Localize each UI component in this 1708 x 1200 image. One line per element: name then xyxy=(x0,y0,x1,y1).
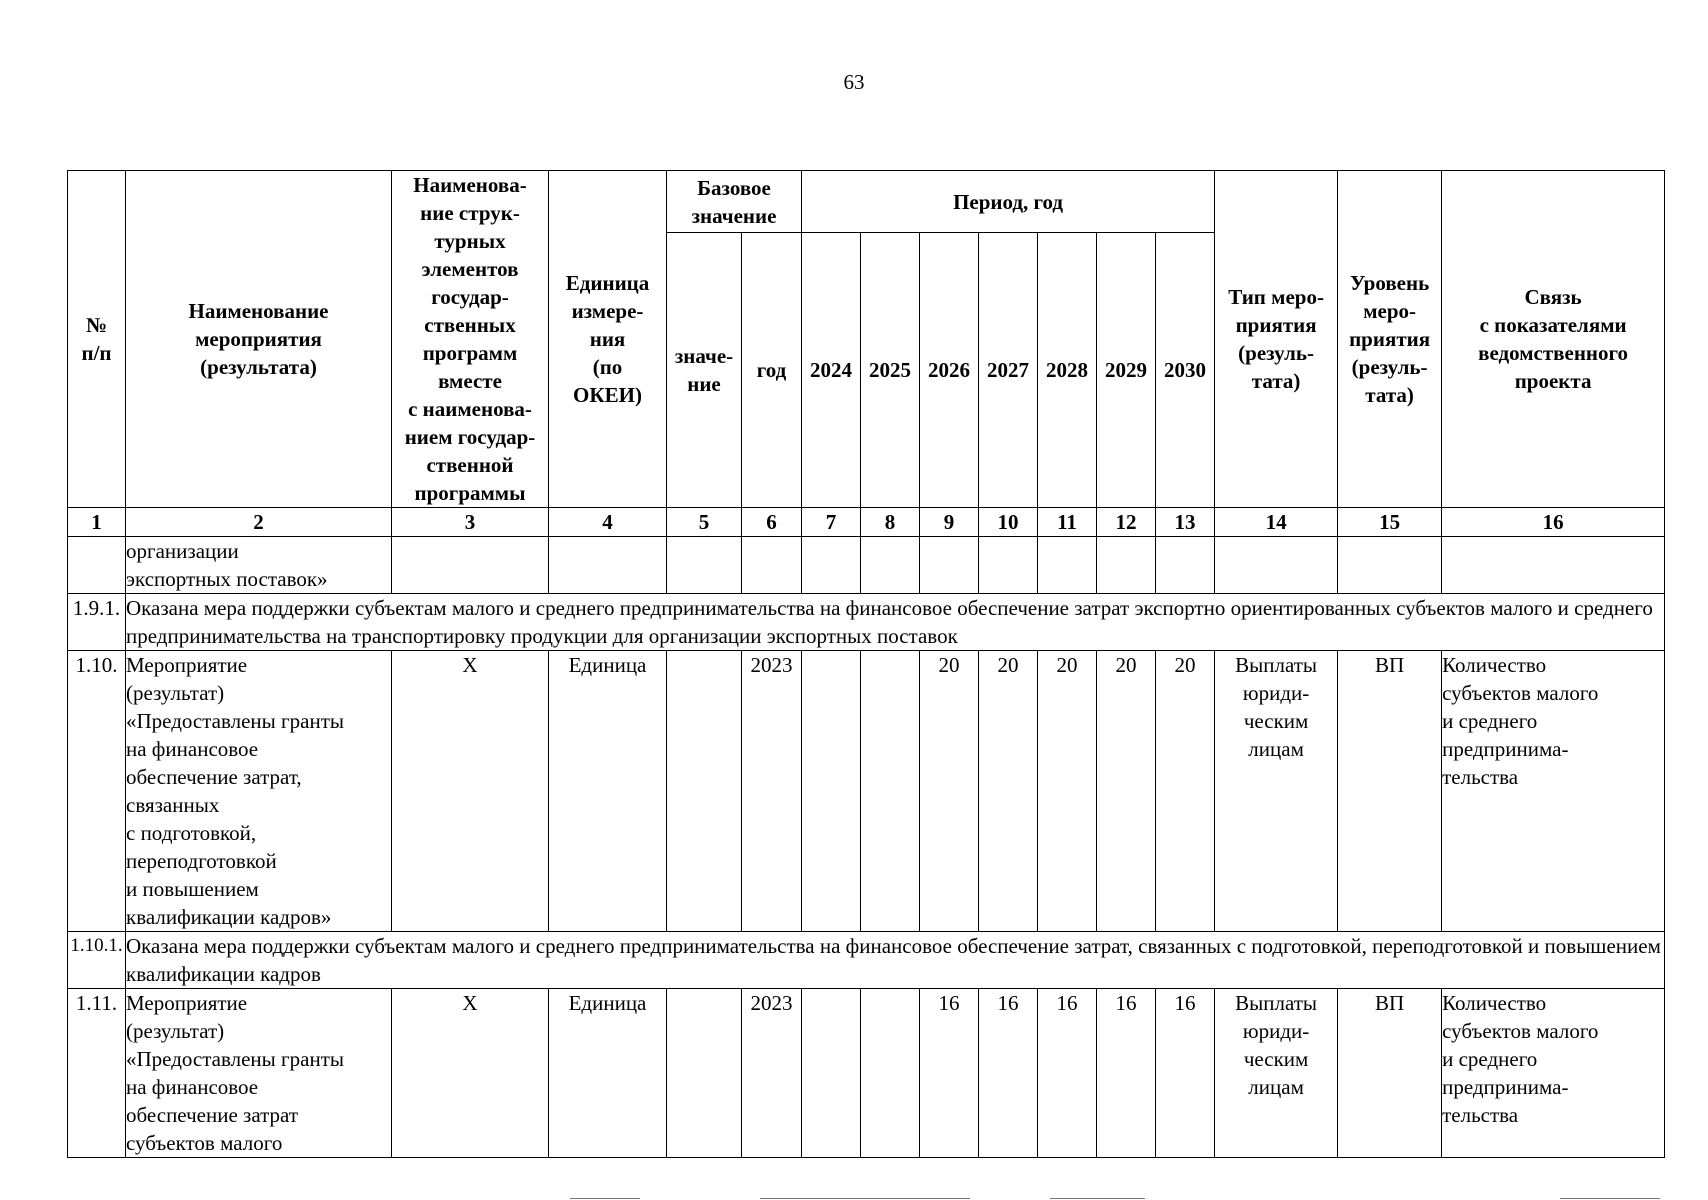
cell-y2030: 20 xyxy=(1156,651,1215,932)
header-name: Наименование мероприятия (результата) xyxy=(126,171,392,508)
cell-name: Мероприятие (результат) «Предоставлены гранты на финансовое обеспечение затрат, связанных с подготовкой, переподготовкой и повышением квалификации кадров» xyxy=(126,651,392,932)
cell-base-year: 2023 xyxy=(742,651,802,932)
column-numbers-row xyxy=(68,508,1665,537)
cell-type: Выплаты юриди- ческим лицам xyxy=(1215,651,1338,932)
cell-empty xyxy=(1215,537,1338,594)
column-number: 7 xyxy=(802,508,861,537)
header-unit: Единица измере- ния (по ОКЕИ) xyxy=(549,171,667,508)
header-year-2030: 2030 xyxy=(1156,233,1215,508)
cell-result-text: Оказана мера поддержки субъектам малого и среднего предпринимательства на финансовое обеспечение затрат, связанных с подготовкой, переподготовкой и повышением квалификации кадров xyxy=(126,932,1665,989)
column-number: 2 xyxy=(126,508,392,537)
column-number: 6 xyxy=(742,508,802,537)
cell-y2024 xyxy=(802,651,861,932)
cell-link: Количество субъектов малого и среднего предпринима- тельства xyxy=(1442,989,1665,1158)
cell-empty xyxy=(1038,537,1097,594)
header-base: Базовое значение xyxy=(667,171,802,233)
scan-mark xyxy=(1560,1198,1660,1199)
cell-result-text: Оказана мера поддержки субъектам малого и среднего предпринимательства на финансовое обеспечение затрат экспортно ориентированных субъектов малого и среднего предпринимательства на транспортировку продукции для организации экспортных поставок xyxy=(126,594,1665,651)
column-number: 13 xyxy=(1156,508,1215,537)
cell-y2027: 16 xyxy=(979,989,1038,1158)
cell-empty xyxy=(1156,537,1215,594)
table-row-continuation xyxy=(68,537,1665,594)
header-period: Период, год xyxy=(802,171,1215,233)
cell-empty xyxy=(742,537,802,594)
cell-unit: Единица xyxy=(549,989,667,1158)
header-year-2026: 2026 xyxy=(920,233,979,508)
header-year-2027: 2027 xyxy=(979,233,1038,508)
cell-y2027: 20 xyxy=(979,651,1038,932)
cell-name: Мероприятие (результат) «Предоставлены гранты на финансовое обеспечение затрат субъектов малого xyxy=(126,989,392,1158)
header-level: Уровень меро- приятия (резуль- тата) xyxy=(1338,171,1442,508)
cell-num: 1.10.1. xyxy=(68,932,126,989)
cell-y2026: 16 xyxy=(920,989,979,1158)
cell-empty xyxy=(920,537,979,594)
table-row-1-10 xyxy=(68,651,1665,932)
header-year-2028: 2028 xyxy=(1038,233,1097,508)
table-row-1-11 xyxy=(68,989,1665,1158)
header-base-year: год xyxy=(742,233,802,508)
cell-empty xyxy=(1097,537,1156,594)
cell-empty xyxy=(979,537,1038,594)
cell-base-value xyxy=(667,989,742,1158)
cell-empty xyxy=(802,537,861,594)
cell-num xyxy=(68,537,126,594)
cell-empty xyxy=(1442,537,1665,594)
cell-empty xyxy=(392,537,549,594)
column-number: 1 xyxy=(68,508,126,537)
column-number: 16 xyxy=(1442,508,1665,537)
header-struct: Наименова- ние струк- турных элементов государ- ственных программ вместе с наименова- нием государ- ственной программы xyxy=(392,171,549,508)
cell-y2030: 16 xyxy=(1156,989,1215,1158)
column-number: 8 xyxy=(861,508,920,537)
page-number: 63 xyxy=(843,70,865,94)
cell-type: Выплаты юриди- ческим лицам xyxy=(1215,989,1338,1158)
column-number: 12 xyxy=(1097,508,1156,537)
cell-struct: X xyxy=(392,651,549,932)
scan-mark xyxy=(570,1198,640,1199)
cell-empty xyxy=(861,537,920,594)
header-year-2029: 2029 xyxy=(1097,233,1156,508)
column-number: 3 xyxy=(392,508,549,537)
header-num: № п/п xyxy=(68,171,126,508)
activities-table xyxy=(67,170,1665,1158)
cell-empty xyxy=(549,537,667,594)
column-number: 14 xyxy=(1215,508,1338,537)
cell-num: 1.9.1. xyxy=(68,594,126,651)
cell-y2025 xyxy=(861,989,920,1158)
cell-unit: Единица xyxy=(549,651,667,932)
header-row-1 xyxy=(68,171,1665,233)
column-number: 11 xyxy=(1038,508,1097,537)
cell-y2024 xyxy=(802,989,861,1158)
column-number: 4 xyxy=(549,508,667,537)
cell-link: Количество субъектов малого и среднего предпринима- тельства xyxy=(1442,651,1665,932)
cell-y2029: 20 xyxy=(1097,651,1156,932)
cell-base-year: 2023 xyxy=(742,989,802,1158)
header-base-value: значе- ние xyxy=(667,233,742,508)
cell-level: ВП xyxy=(1338,989,1442,1158)
header-type: Тип меро- приятия (резуль- тата) xyxy=(1215,171,1338,508)
column-number: 5 xyxy=(667,508,742,537)
cell-y2028: 20 xyxy=(1038,651,1097,932)
cell-y2026: 20 xyxy=(920,651,979,932)
cell-base-value xyxy=(667,651,742,932)
column-number: 10 xyxy=(979,508,1038,537)
cell-num: 1.11. xyxy=(68,989,126,1158)
cell-struct: X xyxy=(392,989,549,1158)
header-link: Связь с показателями ведомственного проекта xyxy=(1442,171,1665,508)
column-number: 9 xyxy=(920,508,979,537)
scan-mark xyxy=(760,1198,970,1199)
scan-mark xyxy=(1050,1198,1145,1199)
cell-y2029: 16 xyxy=(1097,989,1156,1158)
header-year-2025: 2025 xyxy=(861,233,920,508)
cell-name: организации экспортных поставок» xyxy=(126,537,392,594)
cell-y2028: 16 xyxy=(1038,989,1097,1158)
cell-level: ВП xyxy=(1338,651,1442,932)
column-number: 15 xyxy=(1338,508,1442,537)
table-row-1-9-1 xyxy=(68,594,1665,651)
table-row-1-10-1 xyxy=(68,932,1665,989)
cell-empty xyxy=(1338,537,1442,594)
cell-y2025 xyxy=(861,651,920,932)
cell-empty xyxy=(667,537,742,594)
cell-num: 1.10. xyxy=(68,651,126,932)
header-year-2024: 2024 xyxy=(802,233,861,508)
